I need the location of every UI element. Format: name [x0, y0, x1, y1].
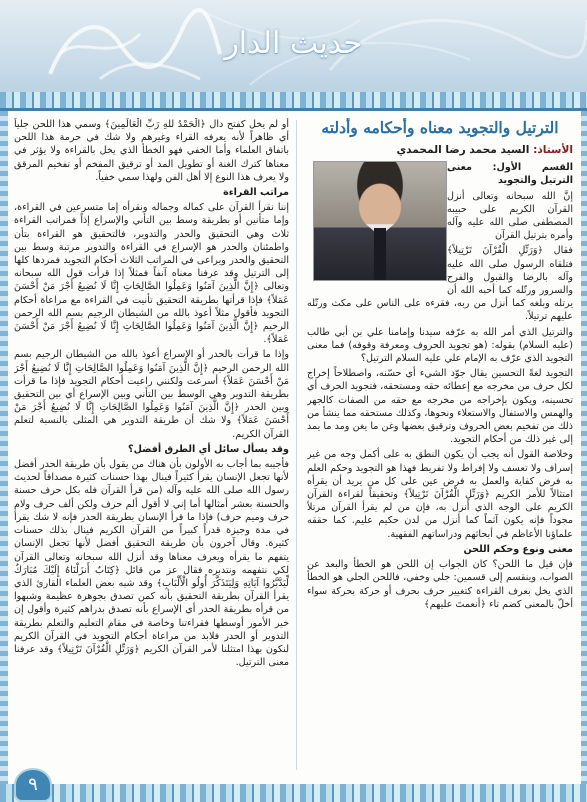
author-line — [307, 144, 573, 157]
right-column — [307, 118, 573, 778]
photo-tie — [374, 228, 386, 280]
header-band-ornament — [0, 92, 587, 108]
question-line: وقد يسأل سائل أي الطرق أفضل؟ — [128, 443, 289, 455]
author-label: الأستاذ: — [533, 144, 573, 156]
column-divider — [296, 120, 297, 770]
right-border-ornament — [581, 111, 587, 802]
paragraph: أو لم يخل كفتح دال ﴿الْحَمْدُ للهِ رَبِّ الْعَالَمِينَ﴾ وسمي هذا اللحن جلياً أي ظاهراً لأنه يعرفه القراء وغيرهم ولا شك في حرمة هذا اللحن باتفاق العلماء وأما الخفي فهو الخطأ الذي يخل بالقراءة ولا يؤثر في معناها كترك الغنة أو تطويل المد أو ترقيق المفخم أو تفخيم المرقق ولا يعرف هذا النوع إلا أهل الفن ولهذا سمي خفياً. — [14, 119, 289, 183]
paragraph: وخلاصة القول أنه يجب أن يكون النطق به على أكمل وجه من غير إسراف ولا تعسف ولا إفراط ولا تفريط فهذا هو التجويد وحكم العلم به فرض كفاية والعمل به فرض عين على كل من يريد أن يقرأه امتثالاً للأمر الكريم ﴿وَرَتِّلِ الْقُرْآنَ تَرْتِيلاً﴾ وتحقيقاً لقراءة القرآن الكريم على الوجه الذي أنزل به، فإن من لم يقرأ القرآن مرتلاً مجوداً فإنه يكون آثماً كما أنزل من لدن حكيم عليم. كما حققه علماؤنا الأعاظم في أبحاثهم ودراساتهم الفقهية. — [307, 449, 573, 540]
page-number: ٩ — [14, 768, 52, 802]
paragraph: القسم الأول: معنى الترتيل والتجويد — [447, 162, 573, 187]
paragraph: وإذا ما قرأت بالحدر أو الإسراع أعوذ بالله من الشيطان الرجيم بسم الله الرحمن الرحيم ﴿إِنَّ الَّذِينَ آمَنُوا وَعَمِلُوا الصَّالِحَاتِ إِنَّا لَا نُضِيعُ أَجْرَ مَنْ أَحْسَنَ عَمَلاً﴾ أسرعت ولكنني راعيت أحكام التجويد فإذا ما قرأت بطريقة التدوير وهي الوسط بين التأني وبين الإسراع أي بين التحقيق وبين الحدر ﴿إِنَّ الَّذِينَ آمَنُوا وَعَمِلُوا الصَّالِحَاتِ إِنَّا لَا نُضِيعُ أَجْرَ مَنْ أَحْسَنَ عَمَلاً﴾ ولا شك أن طريقة التدوير هي المثلى بالنسبة لتعلم القرآن الكريم. — [14, 349, 289, 440]
header-rule — [0, 108, 587, 111]
left-column — [14, 118, 289, 778]
author-photo — [313, 161, 447, 281]
article-title: الترتيل والتجويد معناه وأحكامه وأدلته — [321, 118, 559, 137]
calligraphy-logo — [40, 4, 225, 86]
paragraph: فأجيبه بما أجاب به الأولون بأن هناك من يقول بأن طريقة الحدر أفضل لأنها تجعل الإنسان يقرأ كثيراً فينال بهذا حسنات كثيرة مصداقاً لحديث رسول الله صلى الله عليه وآله (من قرأ القرآن فله بكل حرف حسنة والحسنة بعشر أمثالها أما إني لا أقول ألم حرف ولكن ألف حرف ولام حرف وميم حرف) فإذا ما قرأ الإنسان بطريقة الحدر فإنه لا شك يقرأ في مدة وجيزة قدراً كبيراً من القرآن الكريم فينال بذلك حسنات كثيرة. وقال آخرون بأن طريقة التحقيق أفضل لأنها تجعل الإنسان يتفهم ما يقرأه ويعرف معناها وقد أنزل الله سبحانه وتعالى القرآن لكي نتفهمه ونتدبره فقال عز من قائل ﴿كِتَابٌ أَنزَلْنَاهُ إِلَيْكَ مُبَارَكٌ لِّيَدَّبَّرُوا آيَاتِهِ وَلِيَتَذَكَّرَ أُولُو الْأَلْبَابِ﴾ وقد شبه بعض العلماء القارئ الذي يقرأ القرآن بطريقة التحقيق بأنه كمن تصدق بجوهرة عظيمة وشبهوا من قرأه بطريقة الحدر أي الإسراع بأنه تصدق بدراهم كثيرة وأقول إن خير الأمور أوسطها فقراءتنا وخاصة في مقام التعليم والتعلم بطريقة التدوير أو الحدر فلابد من مراعاة أحكام التجويد في القرآن الكريم لنكون بهذا امتثلنا لأمر القرآن الكريم ﴿وَرَتِّلِ الْقُرْآنَ تَرْتِيلاً﴾ وقد عرفنا معنى الترتيل. — [14, 459, 289, 669]
paragraph: والترتيل الذي أمر الله به عرّفه سيدنا وإمامنا علي بن أبي طالب (عليه السلام) بقوله: (هو تجويد الحروف ومعرفة وقوفه) فما معنى التجويد الذي عرّف به الإمام علي عليه السلام الترتيل؟ — [307, 326, 573, 365]
author-name: السيد محمد رضا المحمدي — [396, 144, 530, 156]
paragraph: إننا نقرأ القرآن على كماله وجماله ونقرأه إما متسرعين في القراءة، وإما متأنين أو بطريقة وسط بين التأني والإسراع إذاً فمراتب القراءة ثلاث وهي التحقيق والحدر والتدوير، فالتحقيق هو القراءة بتأن واطمئنان والحدر هو الإسراع في القراءة والتدوير مرتبة وسط بين التحقيق والحدر ويراعى في المراتب الثلاث أحكام التجويد فمردها كلها إلى الترتيل وقد عرفنا معناه آنفاً فمثلاً إذا قرأت قول الله سبحانه وتعالى ﴿إِنَّ الَّذِينَ آمَنُوا وَعَمِلُوا الصَّالِحَاتِ إِنَّا لَا نُضِيعُ أَجْرَ مَنْ أَحْسَنَ عَمَلاً﴾ فإذا قرأتها بطريقة التحقيق تأنيت في القراءة مع مراعاة أحكام التجويد فأقول مثلاً أعوذ بالله من الشيطان الرجيم بسم الله الرحمن الرحيم ﴿إِنَّ الَّذِينَ آمَنُوا وَعَمِلُوا الصَّالِحَاتِ إِنَّا لَا نُضِيعُ أَجْرَ مَنْ أَحْسَنَ عَمَلاً﴾. — [14, 202, 289, 346]
subheading: مراتب القراءة — [223, 187, 289, 199]
paragraph: إنَّ الله سبحانه وتعالى أنزل القرآن الكريم على حبيبه المصطفى صلى الله عليه وآله وأمره بترتيل القرآن — [447, 190, 573, 242]
page-header — [0, 0, 587, 92]
footer-band-ornament — [0, 784, 587, 802]
subheading: معنى ونوع وحكم اللحن — [463, 543, 573, 555]
paragraph: فإن قيل ما اللحن؟ كان الجواب إن اللحن هو الخطأ والبعد عن الصواب، وينقسم إلى قسمين: جلي وخفي، فاللحن الجلي هو الخطأ الذي يخل بعرف القراءة كتغيير حرف بحرف أو حركة بحركة سواء أخلّ بالمعنى كضم تاء ﴿أنعمتَ عليهم﴾ — [307, 559, 573, 610]
section-title: حديث الدار — [224, 26, 362, 61]
paragraph: فقال ﴿وَرَتِّلِ الْقُرْآنَ تَرْتِيلاً﴾ فتلقاه الرسول صلى الله عليه وآله بالرضا والقبول والفرح والسرور ورتّله كما أحبه الله أن يرتله وبلغه كما أنزل من ربه، فقرءه على الناس على مكث ورتّله عليهم ترتيلاً. — [307, 245, 573, 323]
left-border-ornament — [0, 111, 8, 802]
paragraph: التجويد لغةً التحسين يقال جوّد الشيء أي حسّنه، واصطلاحاً إخراج لكل حرف من مخرجه مع إعطائه حقه ومستحقه، فتجويد الحرف أي تحسينه، ويكون بإخراجه من مخرجه مع حقه من الصفات كالجهر والهمس والاستفال والاستعلاء ونحوها، وكذلك مستحقه مما ينشأ من ذلك من تفخيم بعض الحروف وترقيق بعضها وغن ما يغن ومد ما يمد إلى غير ذلك من أحكام التجويد. — [307, 368, 573, 446]
